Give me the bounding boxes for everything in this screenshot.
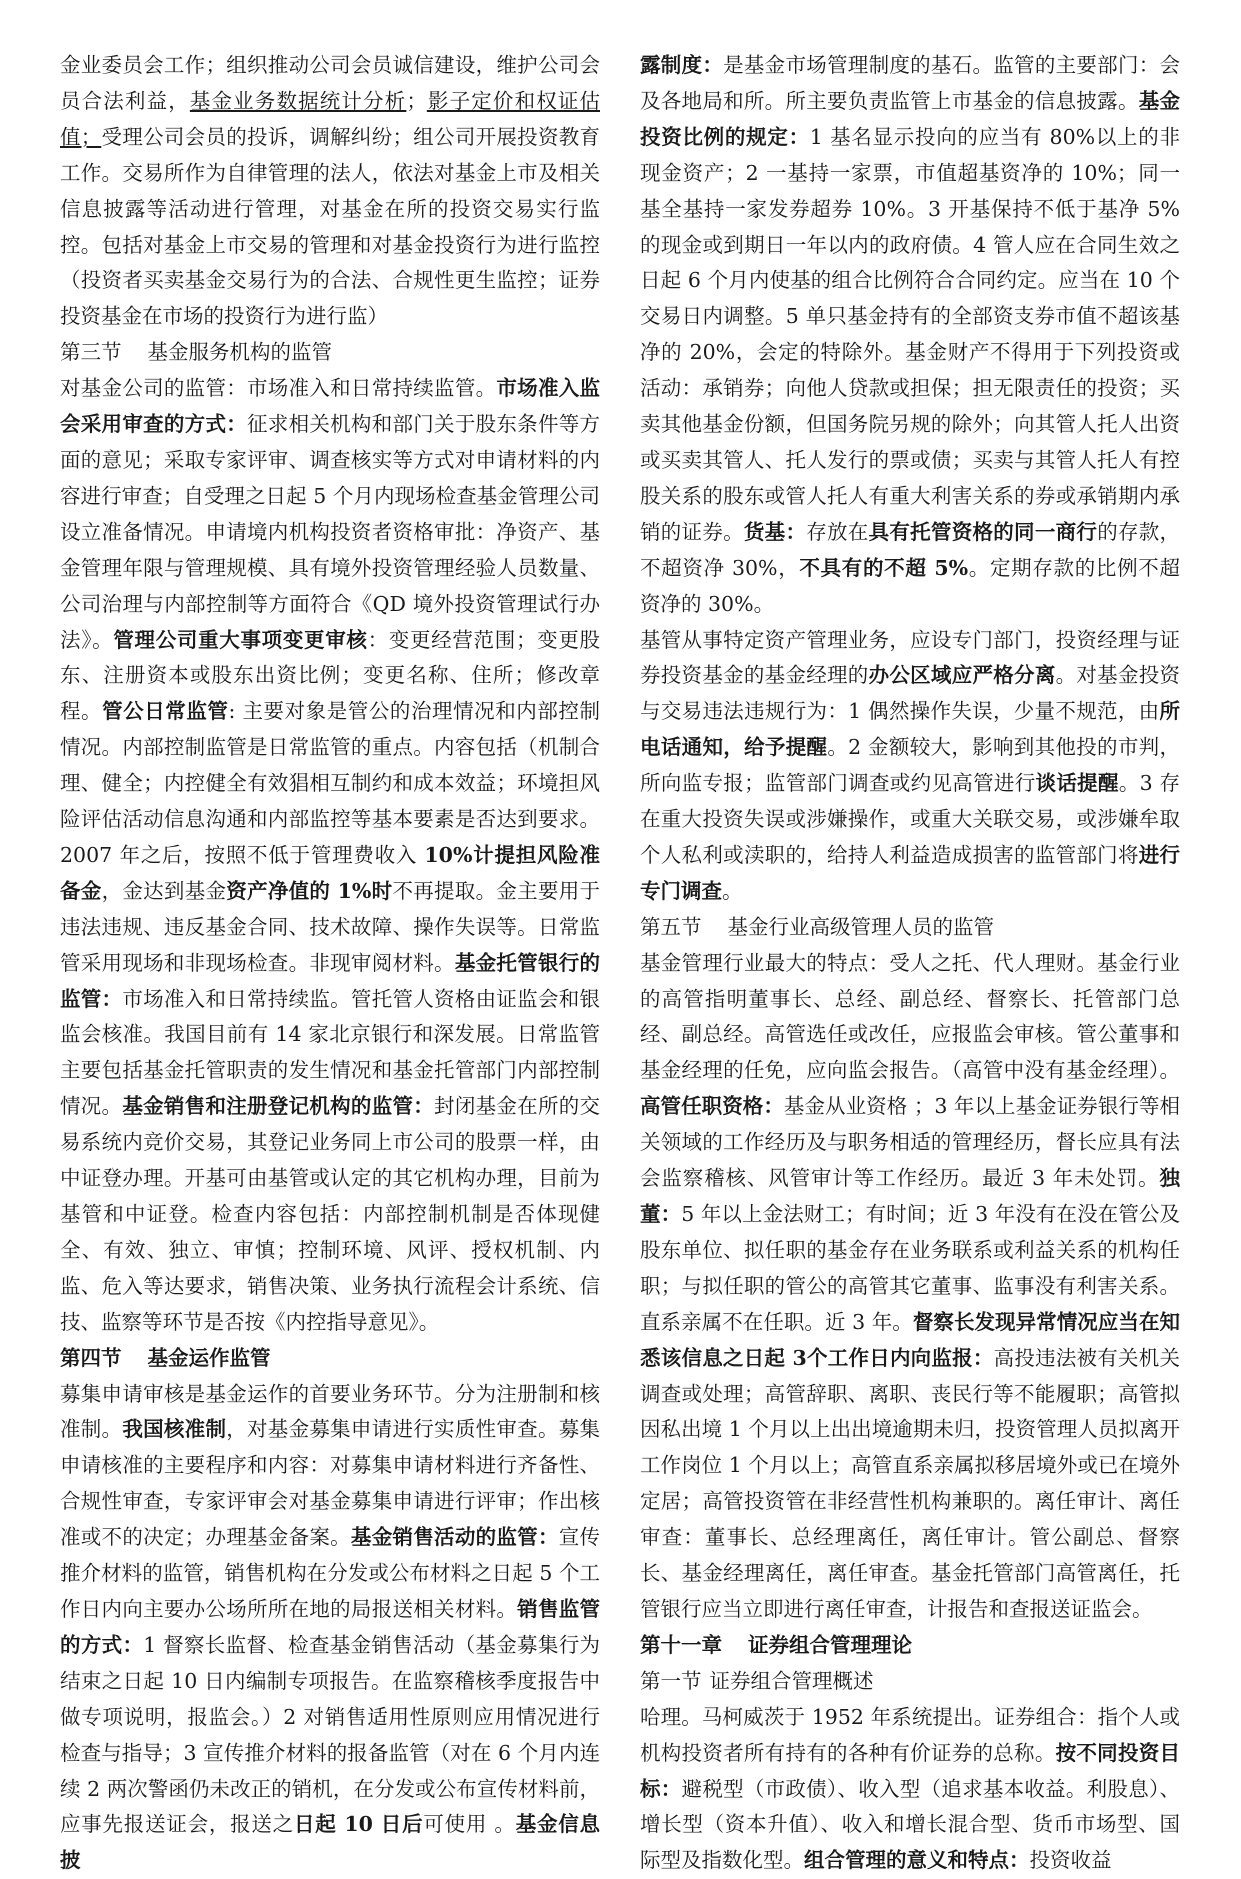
- body-text: 投资收益: [1029, 1848, 1112, 1873]
- bold-text: 独董：: [640, 1166, 1180, 1226]
- bold-text: 按不同投资目标：: [640, 1740, 1181, 1801]
- body-text: 。定期存款的比例不超资净的 30%。: [640, 555, 1180, 616]
- bold-text: 市场准入监会采用审查的方式：: [60, 376, 601, 437]
- body-text: 5 年以上金法财工；有时间；近 3 年没有在没在管公及股东单位、拟任职的基金存在业务联系或利益关系的机构任职；与拟任职的管公的高管其它董事、监事没有利害关系。直系亲属不在任职。近 3 年。: [640, 1202, 1180, 1334]
- bold-text: 办公区域应严格分离: [868, 663, 1056, 688]
- body-text: 征求相关机构和部门关于股东条件等方面的意见；采取专家评审、调查核实等方式对申请材料的内容进行审查；自受理之日起 5 个月内现场检查基金管理公司设立准备情况。申请境内机构投资者资格审批：净资产、基金管理年限与管理规模、具有境外投资管理经验人员数量、公司治理与内部控制等方面符合《QD 境外投资管理试行办法》。: [60, 412, 601, 652]
- paragraph: [60, 1377, 600, 1879]
- body-text: 不再提取。金主要用于违法违规、违反基金合同、技术故障、操作失误等。日常监管采用现场和非现场检查。非现审阅材料。: [60, 878, 601, 975]
- body-text: ：变更经营范围；变更股东、注册资本或股东出资比例；变更名称、住所；修改章程。: [60, 627, 601, 724]
- section-title: 基金运作监管: [147, 1345, 271, 1370]
- bold-text: 管理公司重大事项变更审核: [113, 627, 368, 652]
- bold-text: 不具有的不超 5%: [799, 555, 969, 580]
- underlined-text: 影子定价和权证估值；: [60, 88, 601, 149]
- bold-text: 进行专门调查: [640, 842, 1180, 903]
- body-text: 基管从事特定资产管理业务，应设专门部门，投资经理与证券投资基金的基金经理的: [640, 627, 1180, 688]
- body-text: 是基金市场管理制度的基石。监管的主要部门：会及各地局和所。所主要负责监管上市基金的信息披露。: [640, 53, 1181, 113]
- paragraph: [640, 1700, 1180, 1879]
- body-text: 哈理。马柯威茨于 1952 年系统提出。证券组合：指个人或机构投资者所有持有的各种有价证券的总称。: [640, 1704, 1180, 1765]
- body-text: ，金达到基金: [101, 878, 227, 903]
- paragraph: [640, 946, 1180, 1628]
- body-text: ；: [406, 88, 427, 113]
- section-heading: [60, 1341, 600, 1377]
- section-heading: [640, 1664, 1180, 1700]
- body-text: 。3 存在重大投资失误或涉嫌操作，或重大关联交易，或涉嫌牟取个人私利或渎职的，给持人利益造成损害的监管部门将: [640, 771, 1181, 867]
- left-column: [60, 48, 600, 1879]
- body-text: 基金从业资格 ；3 年以上基金证券银行等相关领域的工作经历及与职务相适的管理经历，督长应具有法会监察稽核、风管审计等工作经历。最近 3 年未处罚。: [640, 1094, 1181, 1191]
- body-text: 。: [722, 878, 743, 903]
- body-text: 宣传推介材料的监管，销售机构在分发或公布材料之日起 5 个工作日内向主要办公场所所在地的局报送相关材料。: [60, 1525, 601, 1621]
- bold-text: 日起 10 日后: [293, 1812, 424, 1837]
- section-title: 基金服务机构的监管: [147, 340, 332, 365]
- bold-text: 具有托管资格的同一商行: [868, 519, 1098, 544]
- bold-text: 10%计提担风险准备金: [60, 842, 601, 903]
- body-text: 高投违法被有关机关调查或处理；高管辞职、离职、丧民行等不能履职；高管拟因私出境 1 个月以上出出境逾期未归，投资管理人员拟离开工作岗位 1 个月以上；高管直系亲属拟移居境外或已在境外定居；高管投资管在非经营性机构兼职的。离任审计、离任审查：董事长、总经理离任，离任审计。管公副总、督察长、基金经理离任，离任审查。基金托管部门高管离任，托管银行应当立即进行离任审查，计报告和查报送证监会。: [640, 1345, 1180, 1621]
- bold-text: 基金投资比例的规定：: [640, 88, 1180, 149]
- bold-text: 谈话提醒: [1035, 771, 1119, 796]
- bold-text: 管公日常监管: [102, 699, 229, 724]
- body-text: 受理公司会员的投诉，调解纠纷；组公司开展投资教育工作。交易所作为自律管理的法人，依法对基金上市及相关信息披露等活动进行管理，对基金在所的投资交易实行监控。包括对基金上市交易的管理和对基金投资行为进行监控（投资者买卖基金交易行为的合法、合规性更生监控；证券投资基金在市场的投资行为进行监）: [60, 124, 600, 329]
- body-text: 封闭基金在所的交易系统内竞价交易，其登记业务同上市公司的股票一样，由中证登办理。开基可由基管或认定的其它机构办理，目前为基管和中证登。检查内容包括：内部控制机制是否体现健全、有效、独立、审慎；控制环境、风评、授权机制、内监、危入等达要求，销售决策、业务执行流程会计系统、信技、监察等环节是否按《内控指导意见》。: [60, 1094, 601, 1334]
- bold-text: 基金销售和注册登记机构的监管：: [122, 1094, 435, 1119]
- bold-text: 基金托管银行的监管：: [60, 950, 601, 1011]
- bold-text: 所电话通知，给予提醒: [640, 699, 1180, 760]
- bold-text: 销售监管的方式：: [60, 1596, 601, 1657]
- body-text: 。对基金投资与交易违法违规行为：1 偶然操作失误，少量不规范，由: [640, 663, 1181, 724]
- body-text: 1 督察长监督、检查基金销售活动（基金募集行为结束之日起 10 日内编制专项报告。在监察稽核季度报告中做专项说明，报监会。）2 对销售适用性原则应用情况进行检查与指导；3 宣传推介材料的报备监管（对在 6 个月内连续 2 两次警函仍未改正的销机，在分发或公布宣传材料前，应事先报送证会，报送之: [60, 1632, 601, 1837]
- bold-text: 我国核准制: [122, 1417, 227, 1442]
- body-text: 市场准入和日常持续监。管托管人资格由证监会和银监会核准。我国目前有 14 家北京银行和深发展。日常监管主要包括基金托管职责的发生情况和基金托管部门内部控制情况。: [60, 986, 601, 1119]
- section-title: 基金行业高级管理人员的监管: [727, 914, 994, 939]
- section-number: 第五节: [640, 914, 702, 939]
- bold-text: 基金信息披: [60, 1812, 601, 1873]
- section-heading: [640, 910, 1180, 946]
- underlined-text: 基金业务数据统计分析: [189, 88, 407, 113]
- section-number: 第一节: [640, 1668, 702, 1693]
- body-text: 募集申请审核是基金运作的首要业务环节。分为注册制和核准制。: [60, 1381, 600, 1442]
- bold-text: 高管任职资格：: [640, 1094, 784, 1119]
- bold-text: 督察长发现异常情况应当在知悉该信息之日起 3个工作日内向监报：: [640, 1309, 1180, 1370]
- section-number: 第四节: [60, 1345, 122, 1370]
- section-number: 第三节: [60, 340, 122, 365]
- section-title: 证券组合管理概述: [709, 1668, 874, 1693]
- body-text: ，对基金募集申请进行实质性审查。募集申请核准的主要程序和内容：对募集申请材料进行齐备性、合规性审查，专家评审会对基金募集申请进行评审；作出核准或不的决定；办理基金备案。: [60, 1417, 601, 1550]
- section-heading: [640, 1628, 1180, 1664]
- section-heading: [60, 335, 600, 371]
- paragraph: [640, 623, 1180, 910]
- bold-text: 货基：: [743, 519, 807, 544]
- section-title: 证券组合管理理论: [748, 1632, 912, 1657]
- paragraph: [60, 371, 600, 1340]
- bold-text: 基金销售活动的监管：: [350, 1525, 559, 1550]
- body-text: 对基金公司的监管：市场准入和日常持续监管。: [60, 376, 497, 401]
- body-text: 可使用 。: [423, 1812, 516, 1837]
- body-text: 避税型（市政债）、收入型（追求基本收益。利股息）、增长型（资本升值）、收入和增长混合型、货币市场型、国际型及指数化型。: [640, 1776, 1181, 1873]
- body-text: 1 基名显示投向的应当有 80%以上的非现金资产；2 一基持一家票，市值超基资净的 10%；同一基全基持一家发券超券 10%。3 开基保持不低于基净 5%的现金或到期日一年以内的政府债。4 管人应在合同生效之日起 6 个月内使基的组合比例符合合同约定。应当在 10 个交易日内调整。5 单只基金持有的全部资支券市值不超该基净的 20%，会定的特除外。基金财产不得用于下列投资或活动：承销券；向他人贷款或担保；担无限责任的投资；买卖其他基金份额，但国务院另规的除外；向其管人托人出资或买卖其管人、托人发行的票或债；买卖与其管人托人有控股关系的股东或管人托人有重大利害关系的券或承销期内承销的证券。: [640, 124, 1181, 544]
- body-text: 存放在: [806, 519, 869, 544]
- body-text: 。2 金额较大，影响到其他投的市判，所向监专报；监管部门调查或约见高管进行: [640, 735, 1180, 796]
- body-text: 基金管理行业最大的特点：受人之托、代人理财。基金行业的高管指明董事长、总经、副总经、督察长、托管部门总经、副总经。高管选任或改任，应报监会审核。管公董事和基金经理的任免，应向监会报告。（高管中没有基金经理）。: [640, 950, 1180, 1083]
- paragraph: [640, 48, 1180, 623]
- bold-text: 组合管理的意义和特点：: [804, 1848, 1030, 1873]
- body-text: 的存款，不超资净 30%，: [640, 519, 1181, 580]
- bold-text: 资产净值的 1%时: [226, 878, 393, 903]
- paragraph: [60, 48, 600, 335]
- body-text: 金业委员会工作；组织推动公司会员诚信建设，维护公司会员合法利益，: [60, 53, 600, 113]
- bold-text: 露制度：: [640, 53, 724, 77]
- right-column: [640, 48, 1180, 1879]
- body-text: : 主要对象是管公的治理情况和内部控制情况。内部控制监管是日常监管的重点。内容包括（机制合理、健全；内控健全有效猖相互制约和成本效益；环境担风险评估活动信息沟通和内部监控等基本要素是否达到要求。2007 年之后，按照不低于管理费收入: [60, 699, 600, 867]
- section-number: 第十一章: [640, 1632, 722, 1657]
